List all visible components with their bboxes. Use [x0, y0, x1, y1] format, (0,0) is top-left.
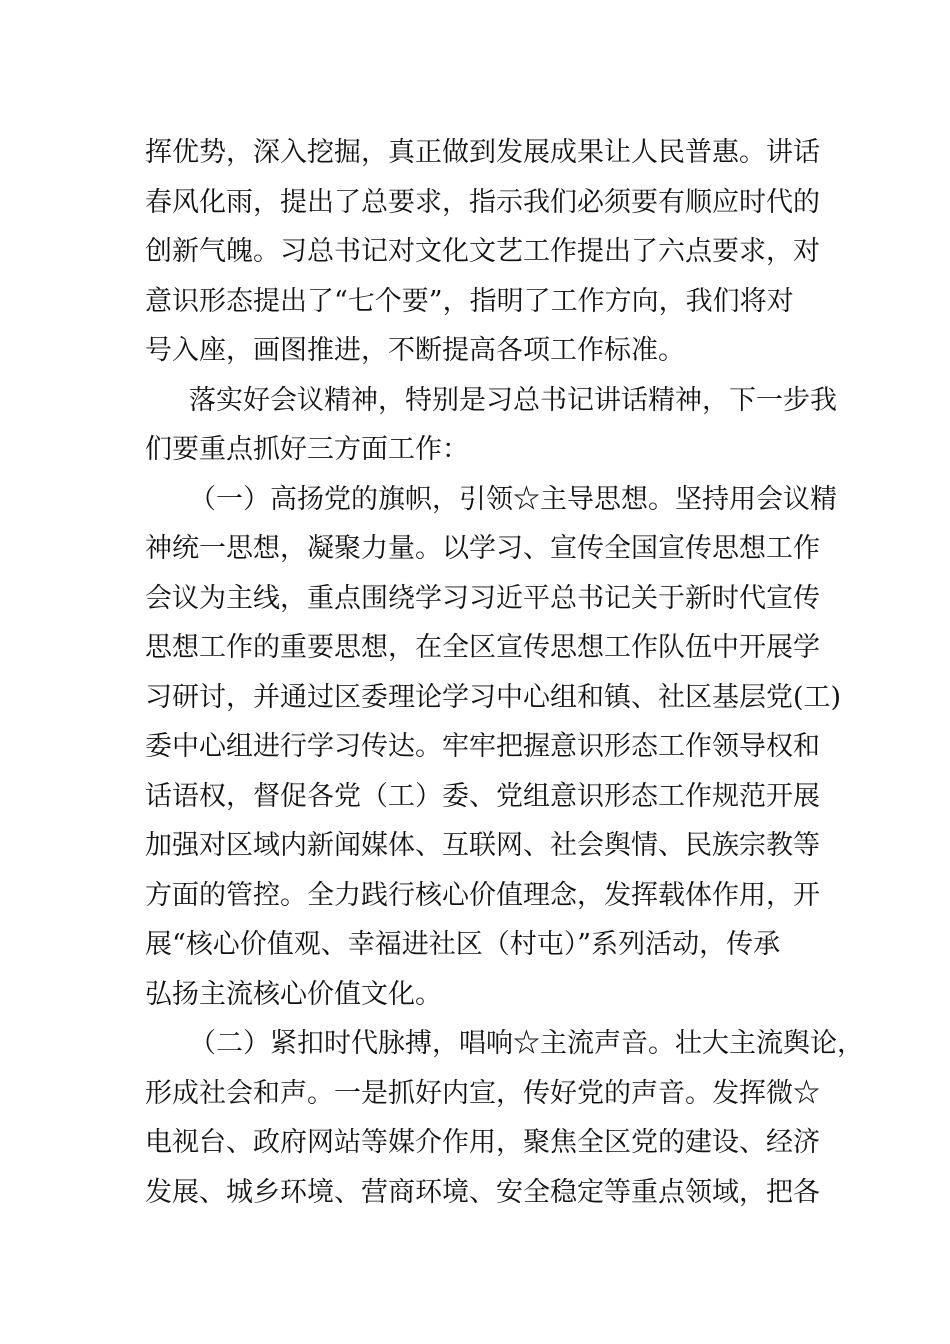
text-line: （一）高扬党的旗帜，引领☆主导思想。坚持用会议精 — [189, 483, 837, 515]
text-line: 习研讨，并通过区委理论学习中心组和镇、社区基层党(工) — [145, 681, 842, 713]
text-line: 创新气魄。习总书记对文化文艺工作提出了六点要求，对 — [145, 236, 820, 267]
text-line: 弘扬主流核心价值文化。 — [145, 978, 442, 1010]
text-line: 委中心组进行学习传达。牢牢把握意识形态工作领导权和 — [145, 731, 820, 762]
text-line: 展“核心价值观、幸福进社区（村屯）”系列活动，传承 — [145, 929, 781, 960]
text-line: 形成社会和声。一是抓好内宣，传好党的声音。发挥微☆ — [145, 1077, 820, 1109]
text-line: 神统一思想，凝聚力量。以学习、宣传全国宣传思想工作 — [145, 533, 820, 564]
text-line: 挥优势，深入挖掘，真正做到发展成果让人民普惠。讲话 — [145, 137, 820, 168]
document-body — [145, 128, 864, 1217]
text-line: 思想工作的重要思想，在全区宣传思想工作队伍中开展学 — [145, 632, 820, 663]
text-line: 春风化雨，提出了总要求，指示我们必须要有顺应时代的 — [145, 186, 820, 218]
text-line: 们要重点抓好三方面工作： — [145, 434, 469, 465]
text-line: （二）紧扣时代脉搏，唱响☆主流声音。壮大主流舆论， — [189, 1028, 864, 1059]
text-line: 电视台、政府网站等媒介作用，聚焦全区党的建设、经济 — [145, 1127, 820, 1158]
text-line: 落实好会议精神，特别是习总书记讲话精神，下一步我 — [189, 384, 837, 416]
text-line: 加强对区域内新闻媒体、互联网、社会舆情、民族宗教等 — [145, 830, 820, 861]
text-line: 话语权，督促各党（工）委、党组意识形态工作规范开展 — [145, 780, 820, 812]
text-line: 方面的管控。全力践行核心价值理念，发挥载体作用，开 — [145, 879, 820, 911]
text-line: 号入座，画图推进，不断提高各项工作标准。 — [145, 335, 685, 366]
text-line: 会议为主线，重点围绕学习习近平总书记关于新时代宣传 — [145, 582, 820, 614]
text-line: 意识形态提出了“七个要”，指明了工作方向，我们将对 — [145, 285, 794, 317]
text-line: 发展、城乡环境、营商环境、安全稳定等重点领域，把各 — [145, 1176, 820, 1208]
